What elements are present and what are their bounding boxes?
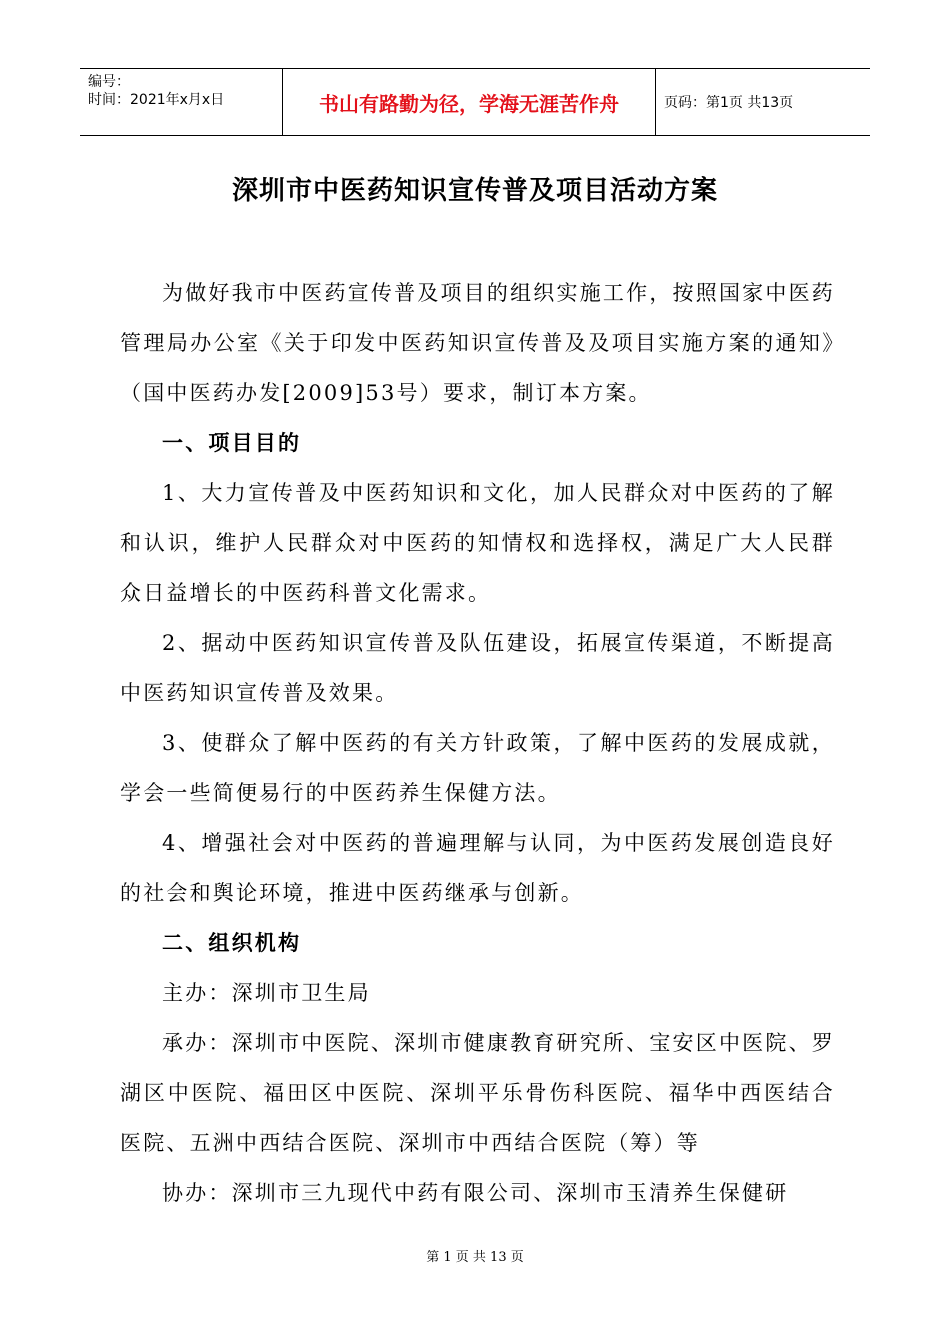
- page-footer: 第 1 页 共 13 页: [426, 1250, 524, 1265]
- section-heading-organization: 二、组织机构: [162, 930, 302, 955]
- host-paragraph: 主办：深圳市卫生局: [162, 981, 371, 1005]
- document-body: [120, 268, 835, 1218]
- section-heading-purpose: 一、项目目的: [162, 430, 302, 455]
- organizer-paragraph: 承办：深圳市中医院、深圳市健康教育研究所、宝安区中医院、罗湖区中医院、福田区中医院、深圳平乐骨伤科医院、福华中西医结合医院、五洲中西结合医院、深圳市中西结合医院（筹）等: [120, 1031, 835, 1155]
- header-motto: 书山有路勤为径，学海无涯苦作舟: [282, 69, 656, 135]
- purpose-item: 2、据动中医药知识宣传普及队伍建设，拓展宣传渠道，不断提高中医药知识宣传普及效果。: [120, 631, 835, 705]
- header-page-code: 页码：第1页 共13页: [664, 95, 794, 111]
- document-title: 深圳市中医药知识宣传普及项目活动方案: [231, 176, 718, 206]
- header-table: [80, 68, 870, 136]
- purpose-item: 3、使群众了解中医药的有关方针政策，了解中医药的发展成就，学会一些简便易行的中医药养生保健方法。: [120, 731, 835, 805]
- intro-paragraph: 为做好我市中医药宣传普及项目的组织实施工作，按照国家中医药管理局办公室《关于印发中医药知识宣传普及及项目实施方案的通知》（国中医药办发[2009]53号）要求，制订本方案。: [120, 281, 835, 405]
- document-number-label: 编号：: [88, 74, 130, 90]
- purpose-item: 4、增强社会对中医药的普遍理解与认同，为中医药发展创造良好的社会和舆论环境，推进中医药继承与创新。: [120, 831, 835, 905]
- co-organizer-paragraph: 协办：深圳市三九现代中药有限公司、深圳市玉清养生保健研: [162, 1181, 789, 1205]
- purpose-item: 1、大力宣传普及中医药知识和文化，加人民群众对中医药的了解和认识，维护人民群众对中医药的知情权和选择权，满足广大人民群众日益增长的中医药科普文化需求。: [120, 481, 835, 605]
- header-info-cell: [80, 69, 282, 135]
- document-time-label: 时间：2021年x月x日: [88, 92, 225, 108]
